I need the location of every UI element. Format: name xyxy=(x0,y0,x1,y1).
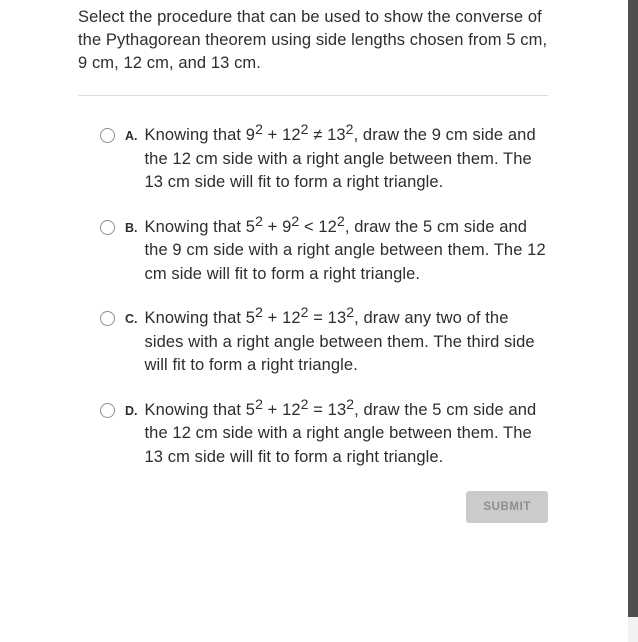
question-text: Select the procedure that can be used to show the converse of the Pythagorean theorem using side lengths chosen from 5 cm, 9 cm, 12 cm, and 13 cm. xyxy=(78,8,548,72)
option-b[interactable] xyxy=(78,212,548,287)
exponent: 2 xyxy=(255,121,263,138)
exponent: 2 xyxy=(300,395,309,412)
option-text-d: Knowing that $5^2 + 12^2 = 13^2$, draw the 5 cm side and the 12 cm side with a right angle between them. The 13 cm side will fit to form a right triangle. xyxy=(144,395,537,466)
scrollbar-thumb[interactable] xyxy=(628,0,638,617)
option-letter-b: B. xyxy=(125,220,138,235)
submit-row xyxy=(78,491,548,523)
radio-button-b[interactable] xyxy=(100,220,115,235)
option-letter-a: A. xyxy=(125,129,138,143)
option-letter-c: C. xyxy=(125,312,138,326)
exponent: 2 xyxy=(300,304,309,321)
submit-button[interactable]: SUBMIT xyxy=(466,491,548,523)
option-c[interactable] xyxy=(78,304,548,378)
exponent: 2 xyxy=(345,121,354,138)
exponent: 2 xyxy=(291,212,300,229)
divider xyxy=(78,95,548,96)
exponent: 2 xyxy=(336,212,345,229)
radio-button-a[interactable] xyxy=(100,128,115,143)
option-a[interactable] xyxy=(78,121,548,195)
options-list xyxy=(78,121,548,469)
exponent: 2 xyxy=(300,121,309,138)
radio-button-c[interactable] xyxy=(100,311,115,326)
option-d[interactable] xyxy=(78,395,548,470)
exponent: 2 xyxy=(346,304,355,321)
option-text-c: Knowing that $5^2 + 12^2 = 13^2$, draw any two of the sides with a right angle between them. The third side will fit to form a right triangle. xyxy=(144,304,535,374)
radio-button-d[interactable] xyxy=(100,403,115,418)
question-panel xyxy=(78,0,548,523)
exponent: 2 xyxy=(255,395,263,412)
scrollbar-track[interactable] xyxy=(628,0,638,642)
option-letter-d: D. xyxy=(125,403,138,418)
option-text-b: Knowing that $5^2 + 9^2 < 12^2$, draw the 5 cm side and the 9 cm side with a right angle between them. The 12 cm side will fit to form a right triangle. xyxy=(144,212,546,283)
option-text-a: Knowing that $9^2 + 12^2 \ne 13^2$, draw the 9 cm side and the 12 cm side with a right angle between them. The 13 cm side will fit to form a right triangle. xyxy=(144,121,536,191)
exponent: 2 xyxy=(255,212,263,229)
exponent: 2 xyxy=(255,304,263,321)
exponent: 2 xyxy=(346,395,355,412)
